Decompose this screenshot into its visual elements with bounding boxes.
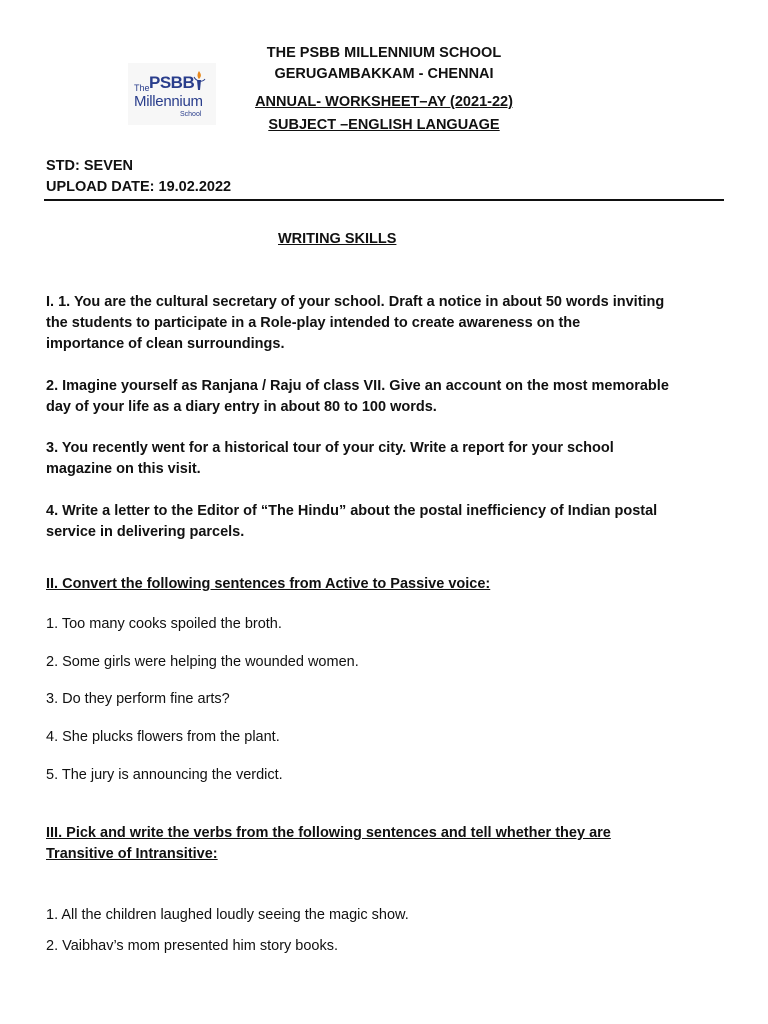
worksheet-title bbox=[0, 94, 768, 110]
writing-line: service in delivering parcels. bbox=[46, 524, 245, 540]
worksheet-title-text: ANNUAL- WORKSHEET–AY (2021-22) bbox=[255, 94, 513, 110]
school-name: THE PSBB MILLENNIUM SCHOOL bbox=[266, 45, 502, 61]
section2-item: 2. Some girls were helping the wounded women. bbox=[46, 654, 359, 670]
logo-the: The bbox=[134, 83, 150, 93]
section2-item: 1. Too many cooks spoiled the broth. bbox=[46, 616, 282, 632]
logo-school: School bbox=[180, 111, 202, 118]
section2-item: 5. The jury is announcing the verdict. bbox=[46, 767, 283, 783]
section2-item: 3. Do they perform fine arts? bbox=[46, 691, 230, 707]
header-divider bbox=[44, 199, 724, 201]
writing-line: 2. Imagine yourself as Ranjana / Raju of class VII. Give an account on the most memorable bbox=[46, 378, 669, 394]
subject-title bbox=[0, 117, 768, 133]
writing-line: 3. You recently went for a historical tour of your city. Write a report for your school bbox=[46, 440, 614, 456]
school-location: GERUGAMBAKKAM - CHENNAI bbox=[274, 66, 494, 82]
writing-line: I. 1. You are the cultural secretary of your school. Draft a notice in about 50 words inviting bbox=[46, 294, 665, 310]
writing-line: 4. Write a letter to the Editor of “The Hindu” about the postal inefficiency of Indian postal bbox=[46, 503, 658, 519]
logo-millennium: Millennium bbox=[134, 93, 203, 110]
writing-line: magazine on this visit. bbox=[46, 461, 201, 477]
std-label: STD: SEVEN bbox=[46, 158, 134, 174]
section3-item: 1. All the children laughed loudly seeing the magic show. bbox=[46, 907, 409, 923]
section3-item: 2. Vaibhav’s mom presented him story books. bbox=[46, 938, 339, 954]
writing-line: the students to participate in a Role-play intended to create awareness on the bbox=[46, 315, 581, 331]
writing-line: importance of clean surroundings. bbox=[46, 336, 285, 352]
section-title: WRITING SKILLS bbox=[278, 231, 397, 247]
upload-date: UPLOAD DATE: 19.02.2022 bbox=[46, 179, 232, 195]
section3-title-line1: III. Pick and write the verbs from the following sentences and tell whether they are bbox=[46, 825, 611, 841]
subject-title-text: SUBJECT –ENGLISH LANGUAGE bbox=[268, 117, 500, 133]
section2-title: II. Convert the following sentences from Active to Passive voice: bbox=[46, 576, 491, 592]
logo-psbb: PSBB bbox=[149, 73, 195, 92]
writing-line: day of your life as a diary entry in about 80 to 100 words. bbox=[46, 399, 437, 415]
section3-title-line2: Transitive of Intransitive: bbox=[46, 846, 218, 862]
section2-item: 4. She plucks flowers from the plant. bbox=[46, 729, 280, 745]
